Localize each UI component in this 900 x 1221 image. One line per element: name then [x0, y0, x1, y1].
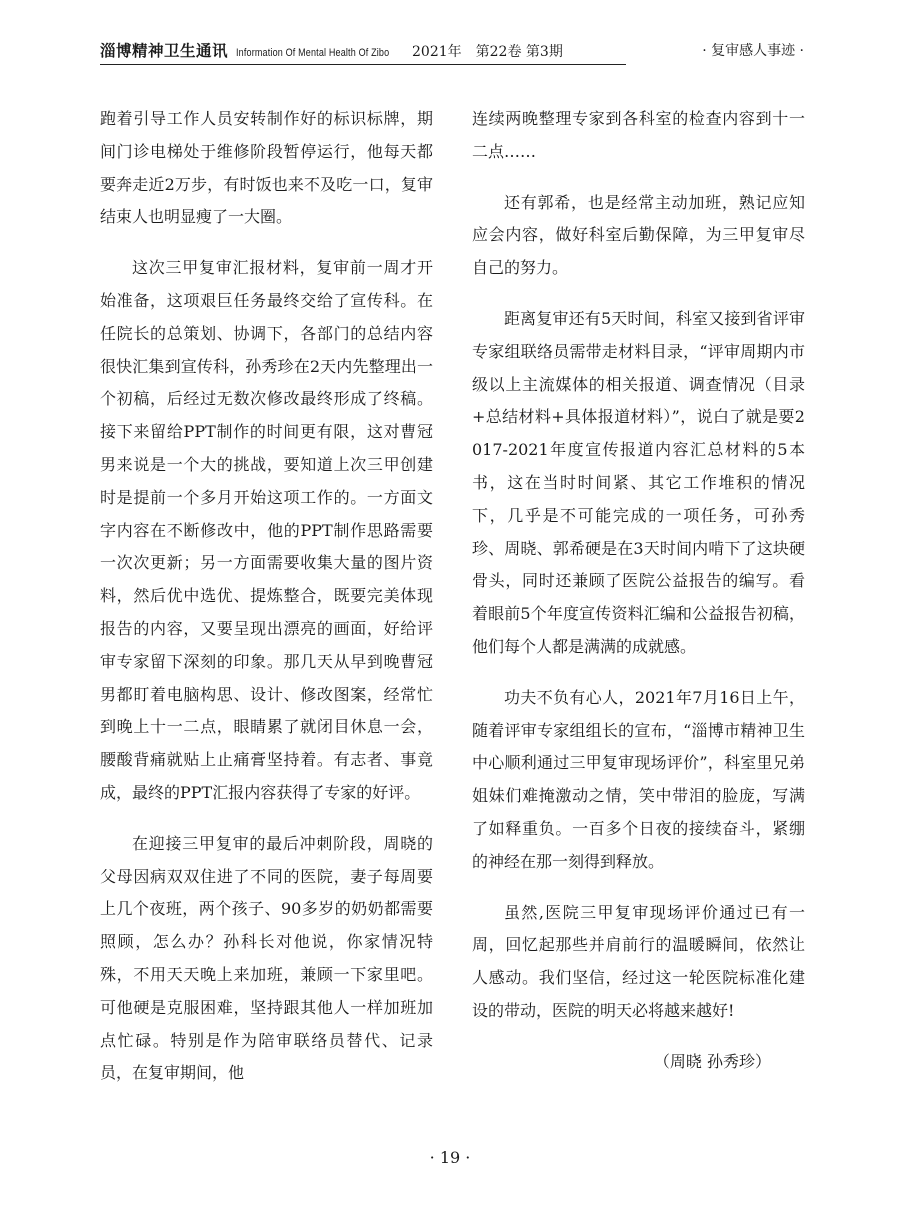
journal-english-title: Information Of Mental Health Of Zibo	[236, 47, 390, 59]
paragraph: 还有郭希，也是经常主动加班，熟记应知应会内容，做好科室后勤保障，为三甲复审尽自己的努力。	[472, 192, 805, 278]
journal-title: 淄博精神卫生通讯	[100, 41, 229, 60]
right-column	[472, 103, 805, 1097]
issue-info: 2021年 第22卷 第3期	[412, 44, 563, 60]
paragraph: 虽然,医院三甲复审现场评价通过已有一周，回忆起那些并肩前行的温暖瞬间，依然让人感动。我们坚信，经过这一轮医院标准化建设的带动，医院的明天必将越来越好!	[472, 902, 805, 1020]
author-byline: （周晓 孙秀珍）	[653, 1051, 771, 1071]
page-number: · 19 ·	[429, 1148, 471, 1167]
paragraph: 连续两晚整理专家到各科室的检查内容到十一二点……	[472, 109, 805, 161]
running-header	[100, 40, 804, 66]
left-column	[100, 103, 433, 1108]
section-label: · 复审感人事迹 ·	[702, 43, 804, 59]
paragraph: 这次三甲复审汇报材料，复审前一周才开始准备，这项艰巨任务最终交给了宣传科。在任院长的总策划、协调下，各部门的总结内容很快汇集到宣传科，孙秀珍在2天内先整理出一个初稿，后经过无数次修改最终形成了终稿。接下来留给PPT制作的时间更有限，这对曹冠男来说是一个大的挑战，要知道上次三甲创建时是提前一个多月开始这项工作的。一方面文字内容在不断修改中，他的PPT制作思路需要一次次更新；另一方面需要收集大量的图片资料，然后优中选优、提炼整合，既要完美体现报告的内容，又要呈现出漂亮的画面，好给评审专家留下深刻的印象。那几天从早到晚曹冠男都盯着电脑构思、设计、修改图案，经常忙到晚上十一二点，眼睛累了就闭目休息一会，腰酸背痛就贴上止痛膏坚持着。有志者、事竟成，最终的PPT汇报内容获得了专家的好评。	[100, 258, 433, 802]
journal-masthead	[100, 40, 626, 65]
paragraph: 跑着引导工作人员安转制作好的标识标牌，期间门诊电梯处于维修阶段暂停运行，他每天都要奔走近2万步，有时饭也来不及吃一口，复审结束人也明显瘦了一大圈。	[100, 109, 433, 227]
paragraph: 在迎接三甲复审的最后冲刺阶段，周晓的父母因病双双住进了不同的医院，妻子每周要上几个夜班，两个孩子、90多岁的奶奶都需要照顾，怎么办？孙科长对他说，你家情况特殊，不用天天晚上来加班，兼顾一下家里吧。可他硬是克服困难，坚持跟其他人一样加班加点忙碌。特别是作为陪审联络员替代、记录员，在复审期间，他	[100, 833, 433, 1083]
paragraph: 距离复审还有5天时间，科室又接到省评审专家组联络员需带走材料目录，“评审周期内市级以上主流媒体的相关报道、调查情况（目录+总结材料+具体报道材料）”，说白了就是要2017-2021年度宣传报道内容汇总材料的5本书，这在当时时间紧、其它工作堆积的情况下，几乎是不可能完成的一项任务，可孙秀珍、周晓、郭希硬是在3天时间内啃下了这块硬骨头，同时还兼顾了医院公益报告的编写。看着眼前5个年度宣传资料汇编和公益报告初稿，他们每个人都是满满的成就感。	[472, 308, 805, 656]
paragraph: 功夫不负有心人，2021年7月16日上午，随着评审专家组组长的宣布，“淄博市精神卫生中心顺利通过三甲复审现场评价”，科室里兄弟姐妹们难掩激动之情，笑中带泪的脸庞，写满了如释重负。一百多个日夜的接续奋斗，紧绷的神经在那一刻得到释放。	[472, 687, 805, 871]
